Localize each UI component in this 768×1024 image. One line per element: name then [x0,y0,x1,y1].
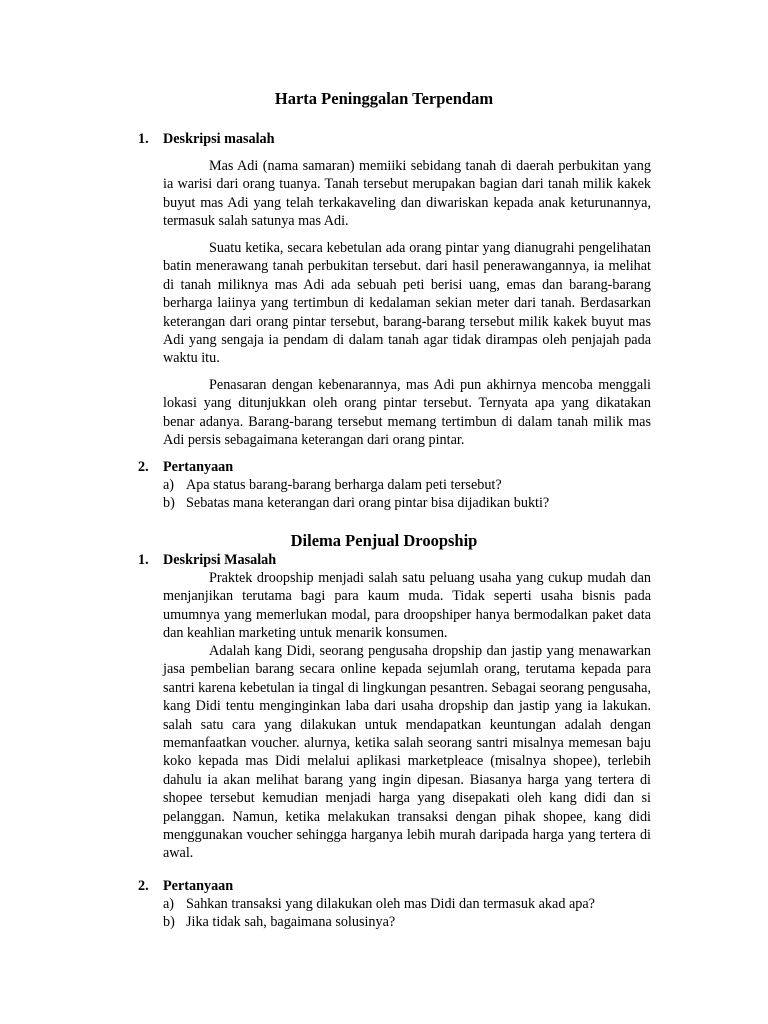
section1-paragraph-1: Mas Adi (nama samaran) memiiki sebidang tanah di daerah perbukitan yang ia warisi dari orang tuanya. Tanah tersebut merupakan bagian dari tanah milik kakek buyut mas Adi yang telah terkakaveling dan diwariskan kepada anak keturunannya, termasuk salah satunya mas Adi. [163,158,651,230]
section1-title: Harta Peninggalan Terpendam [274,89,494,108]
list-marker: a) [163,896,175,912]
heading-number: 2. [138,459,149,475]
heading-label: Deskripsi Masalah [163,552,277,568]
question-text: Sahkan transaksi yang dilakukan oleh mas Didi dan termasuk akad apa? [186,896,595,912]
heading-number: 1. [138,552,149,568]
section1-question-b [163,494,549,512]
section2-paragraph-2: Adalah kang Didi, seorang pengusaha dropship dan jastip yang menawarkan jasa pembelian barang secara online kepada sejumlah orang, terutama kepada para santri karena kebetulan ia tingal di lingkungan pesantren. Sebagai seorang pengusaha, kang Didi tentu menginginkan laba dari usaha dropship dan jastip yang ia lakukan. salah satu cara yang dilakukan untuk mendapatkan keuntungan adalah dengan memanfaatkan voucher. alurnya, ketika salah seorang santri misalnya memesan baju koko kepada mas Didi melalui aplikasi marketpleace (misalnya shopee), terlebih dahulu ia akan melihat barang yang ingin dipesan. Biasanya harga yang tertera di shopee tersebut kemudian menjadi harga yang disepakati oleh kang didi dan si pelanggan. Namun, ketika melakukan transaksi dengan pihak shopee, kang didi menggunakan voucher sehingga harganya lebih murah daripada harga yang tertera di awal. [163,643,651,862]
question-text: Apa status barang-barang berharga dalam peti tersebut? [186,477,502,493]
section2-heading-questions [138,877,233,895]
heading-label: Deskripsi masalah [163,131,275,147]
heading-label: Pertanyaan [163,459,234,475]
section2-title: Dilema Penjual Droopship [290,531,478,550]
heading-number: 1. [138,131,149,147]
heading-number: 2. [138,878,149,894]
question-text: Jika tidak sah, bagaimana solusinya? [186,914,396,930]
section2-question-a [163,895,595,913]
section2-heading-description [138,551,276,569]
section1-heading-questions [138,458,233,476]
section2-question-b [163,913,395,931]
section1-paragraph-3: Penasaran dengan kebenarannya, mas Adi pun akhirnya mencoba menggali lokasi yang ditunjukkan oleh orang pintar tersebut. Ternyata apa yang dikatakan benar adanya. Barang-barang tersebut memang tertimbun di dalam tanah milik mas Adi persis sebagaimana keterangan dari orang pintar. [163,377,651,449]
question-text: Sebatas mana keterangan dari orang pintar bisa dijadikan bukti? [186,495,550,511]
section1-question-a [163,476,502,494]
section1-heading-description [138,130,275,148]
list-marker: a) [163,477,175,493]
list-marker: b) [163,495,175,511]
heading-label: Pertanyaan [163,878,234,894]
list-marker: b) [163,914,175,930]
section2-paragraph-1: Praktek droopship menjadi salah satu peluang usaha yang cukup mudah dan menjanjikan terutama bagi para kaum muda. Tidak seperti usaha bisnis pada umumnya yang memerlukan modal, para droopshiper hanya bermodalkan paket data dan keahlian marketing untuk menarik konsumen. [163,570,651,642]
section1-paragraph-2: Suatu ketika, secara kebetulan ada orang pintar yang dianugrahi pengelihatan batin menerawang tanah perbukitan tersebut. dari hasil penerawangannya, ia melihat di tanah miliknya mas Adi ada sebuah peti berisi uang, emas dan barang-barang berharga laiinya yang tertimbun di kedalaman sekian meter dari tanah. Berdasarkan keterangan dari orang pintar tersebut, barang-barang tersebut milik kakek buyut mas Adi yang sengaja ia pendam di dalam tanah agar tidak dirampas oleh penjajah pada waktu itu. [163,240,651,367]
